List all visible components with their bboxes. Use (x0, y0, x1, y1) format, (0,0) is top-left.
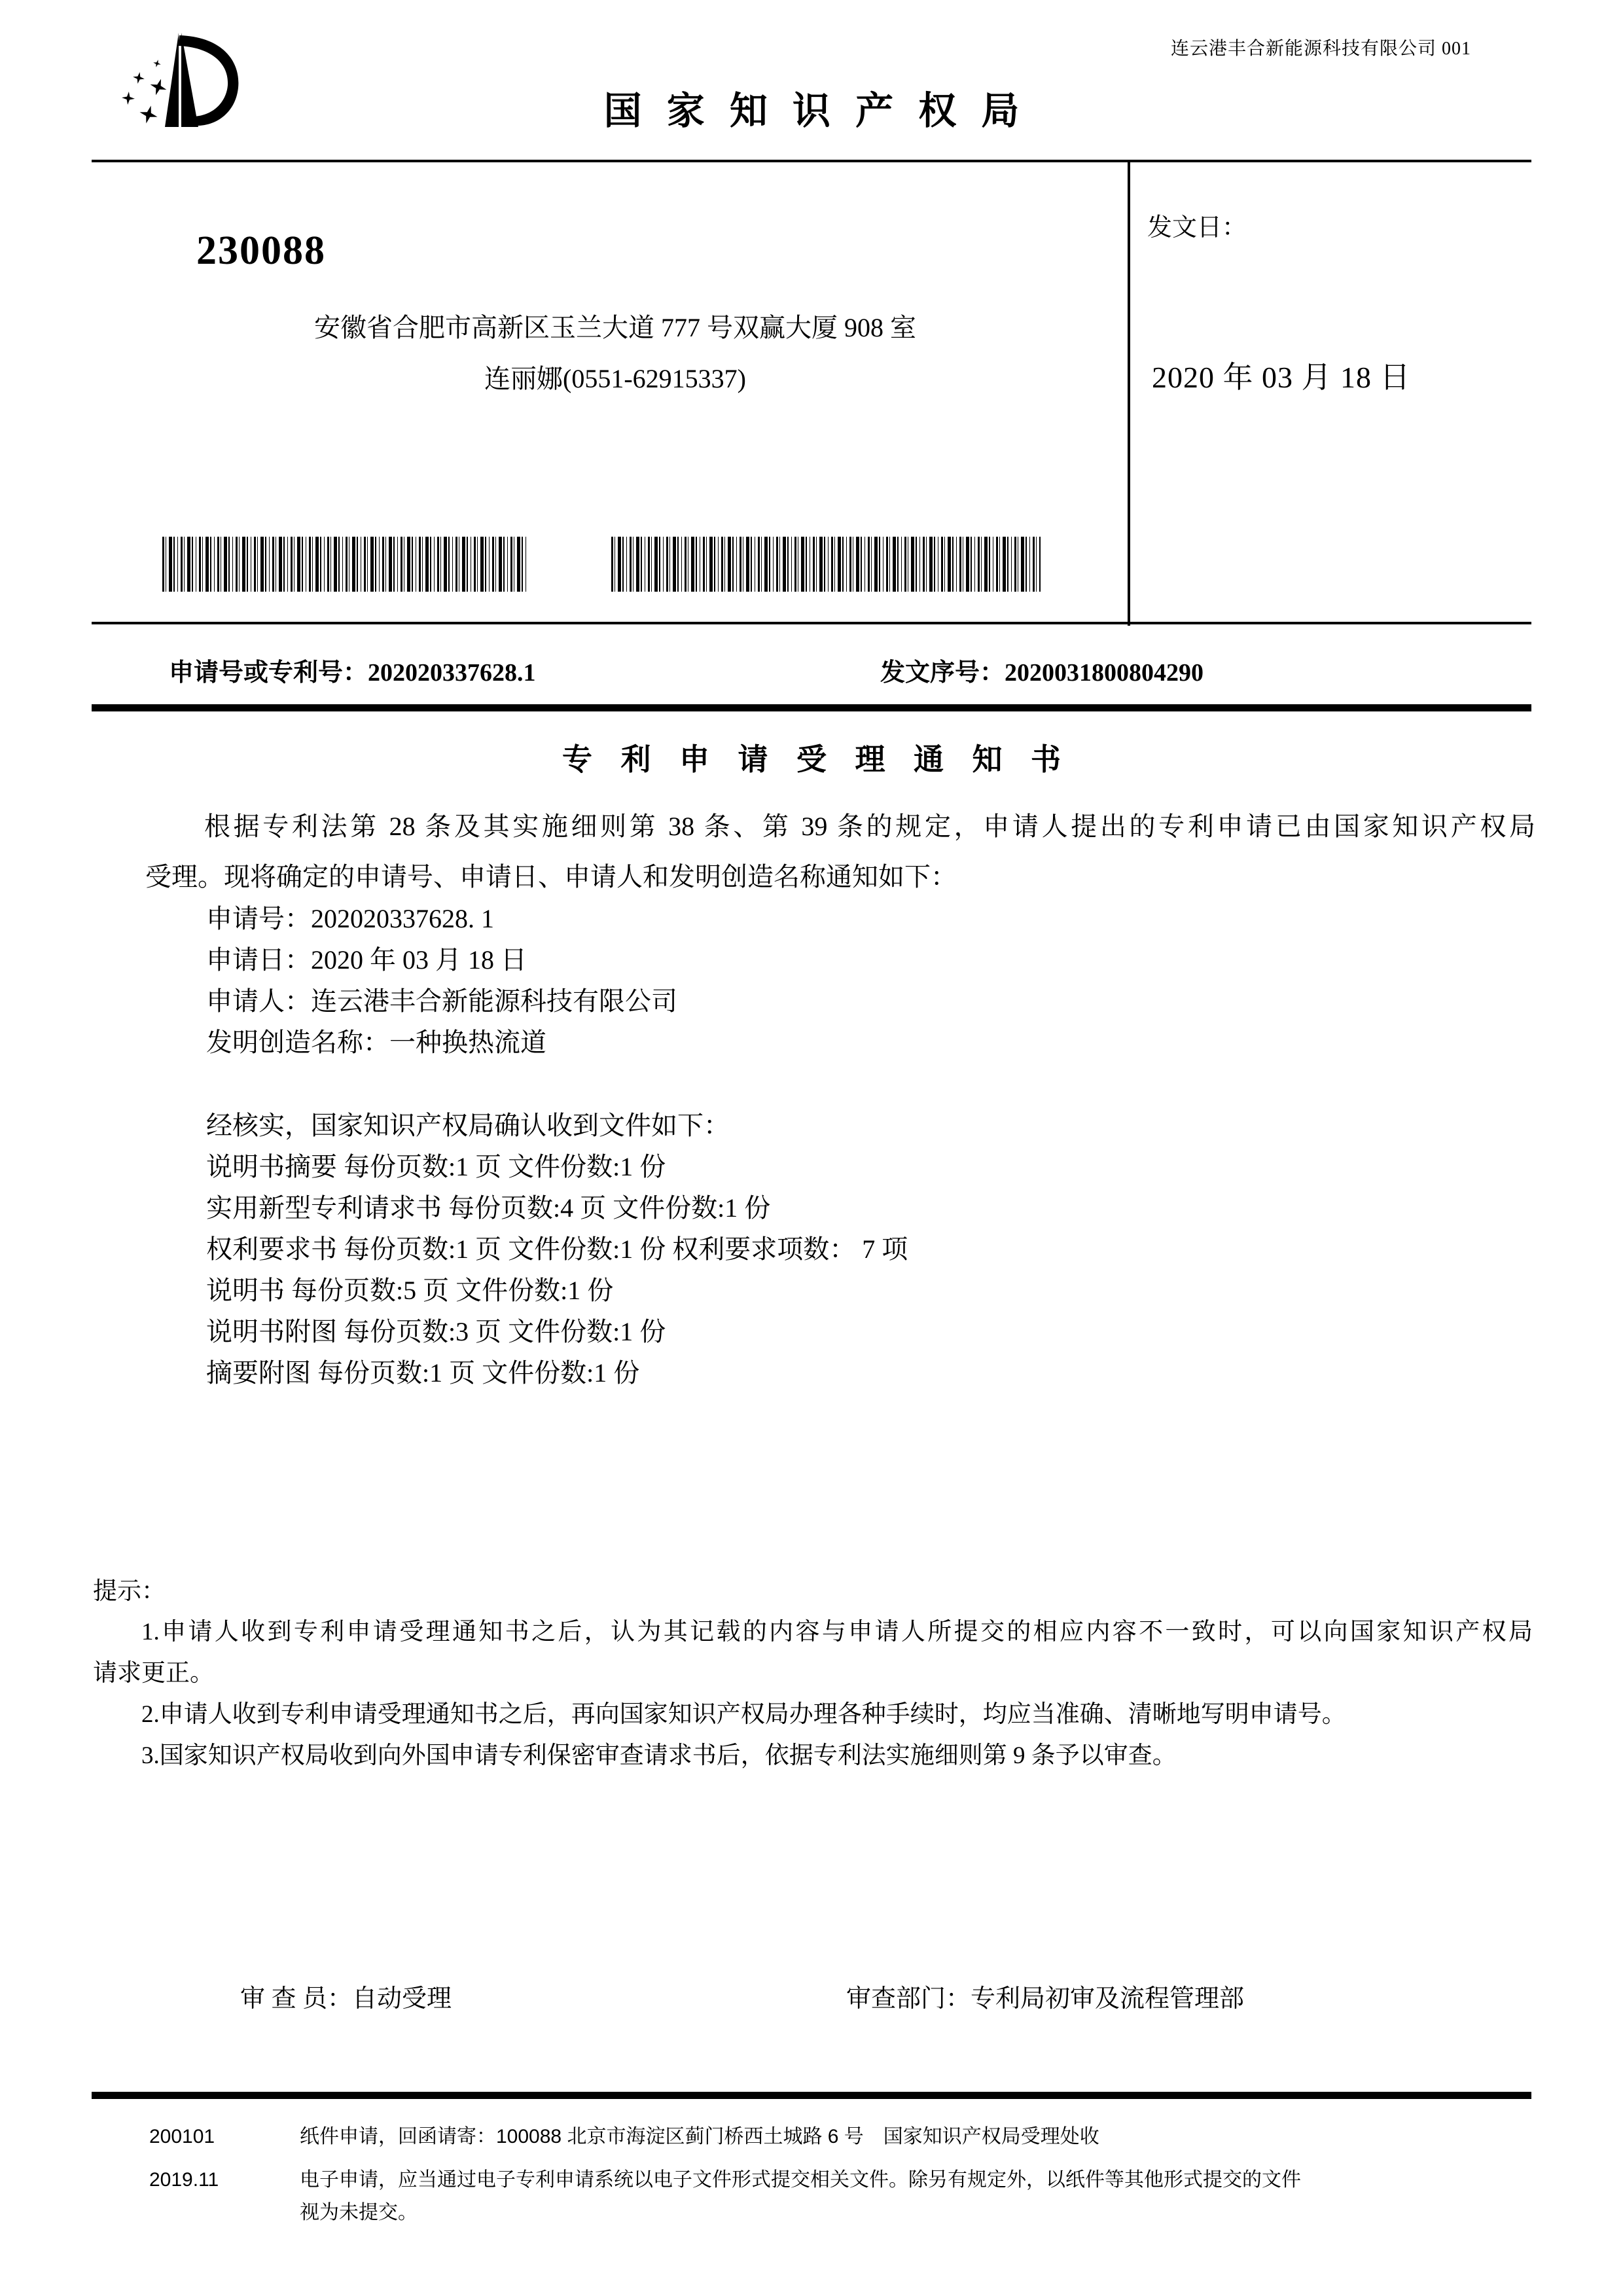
notice-intro-paragraph (145, 801, 1535, 902)
serial-number-line (880, 652, 1204, 688)
header-rule (92, 160, 1531, 162)
recipient-postal-code: 230088 (196, 228, 326, 273)
issue-date-label: 发文日： (1147, 214, 1247, 242)
intro-line-1: 根据专利法第 28 条及其实施细则第 38 条、第 39 条的规定，申请人提出的专利申请已由国家知识产权局 (204, 812, 1535, 841)
barcode-left (162, 537, 526, 592)
field-invention-title: 发明创造名称：一种换热流道 (206, 1028, 546, 1057)
title-separator-rule (92, 704, 1531, 711)
doc-line: 实用新型专利请求书 每份页数:4 页 文件份数:1 份 (206, 1193, 771, 1223)
tip-item-1-line-2: 请求更正。 (93, 1660, 214, 1687)
notice-title: 专 利 申 请 受 理 通 知 书 (562, 743, 1071, 776)
footer-form-code: 200101 (149, 2126, 215, 2147)
footer-rule (92, 2092, 1531, 2099)
serial-number-value: 2020031800804290 (1005, 659, 1204, 687)
department-line (846, 1978, 1244, 2014)
issue-date-value: 2020 年 03 月 18 日 (1152, 361, 1411, 394)
field-applicant: 申请人：连云港丰合新能源科技有限公司 (206, 986, 677, 1016)
company-header-line: 连云港丰合新能源科技有限公司 001 (1170, 39, 1471, 59)
department-label: 审查部门： (846, 1985, 971, 2013)
tip-item-1-line-1: 1.申请人收到专利申请受理通知书之后，认为其记载的内容与申请人所提交的相应内容不一致时，可以向国家知识产权局 (141, 1619, 1533, 1645)
received-intro: 经核实，国家知识产权局确认收到文件如下： (206, 1111, 730, 1140)
tips-label: 提示： (93, 1578, 166, 1605)
recipient-address-line: 安徽省合肥市高新区玉兰大道 777 号双赢大厦 908 室 (314, 313, 916, 342)
footer-block (149, 2121, 1531, 2229)
recipient-contact-line: 连丽娜(0551-62915337) (484, 364, 746, 393)
footer-version-code: 2019.11 (149, 2169, 219, 2191)
application-number-label: 申请号或专利号： (169, 659, 368, 687)
application-fields (206, 898, 677, 1063)
footer-paper-filing-note: 纸件申请，回函请寄：100088 北京市海淀区蓟门桥西土城路 6 号 国家知识产权局受理处收 (300, 2126, 1099, 2147)
application-number-line (169, 652, 536, 688)
doc-line: 说明书 每份页数:5 页 文件份数:1 份 (206, 1276, 614, 1305)
doc-line: 摘要附图 每份页数:1 页 文件份数:1 份 (206, 1358, 640, 1388)
examiner-line (240, 1978, 452, 2014)
application-number-value: 202020337628.1 (368, 659, 536, 687)
tips-block (93, 1611, 1533, 1776)
examiner-label: 审 查 员： (240, 1985, 353, 2013)
field-application-date: 申请日：2020 年 03 月 18 日 (206, 945, 527, 975)
agency-title: 国 家 知 识 产 权 局 (603, 90, 1027, 132)
doc-line: 权利要求书 每份页数:1 页 文件份数:1 份 权利要求项数： 7 项 (206, 1234, 908, 1264)
received-documents-block (206, 1105, 908, 1393)
serial-number-label: 发文序号： (880, 659, 1005, 687)
issue-box-divider (1128, 160, 1130, 626)
barcode-right (611, 537, 1041, 592)
tip-item-2: 2.申请人收到专利申请受理通知书之后，再向国家知识产权局办理各种手续时，均应当准确、清晰地写明申请号。 (141, 1701, 1346, 1728)
doc-line: 说明书附图 每份页数:3 页 文件份数:1 份 (206, 1317, 666, 1346)
doc-line: 说明书摘要 每份页数:1 页 文件份数:1 份 (206, 1152, 666, 1181)
department-value: 专利局初审及流程管理部 (971, 1985, 1245, 2013)
recipient-address-block (236, 302, 995, 404)
examiner-value: 自动受理 (352, 1985, 452, 2013)
mid-rule (92, 622, 1531, 624)
footer-efiling-note: 电子申请，应当通过电子专利申请系统以电子文件形式提交相关文件。除另有规定外，以纸件等其他形式提交的文件视为未提交。 (300, 2169, 1301, 2223)
field-application-number: 申请号：202020337628. 1 (206, 904, 494, 933)
tip-item-3: 3.国家知识产权局收到向外国申请专利保密审查请求书后，依据专利法实施细则第 9 条予以审查。 (141, 1742, 1177, 1769)
intro-line-2: 受理。现将确定的申请号、申请日、申请人和发明创造名称通知如下： (145, 862, 957, 891)
